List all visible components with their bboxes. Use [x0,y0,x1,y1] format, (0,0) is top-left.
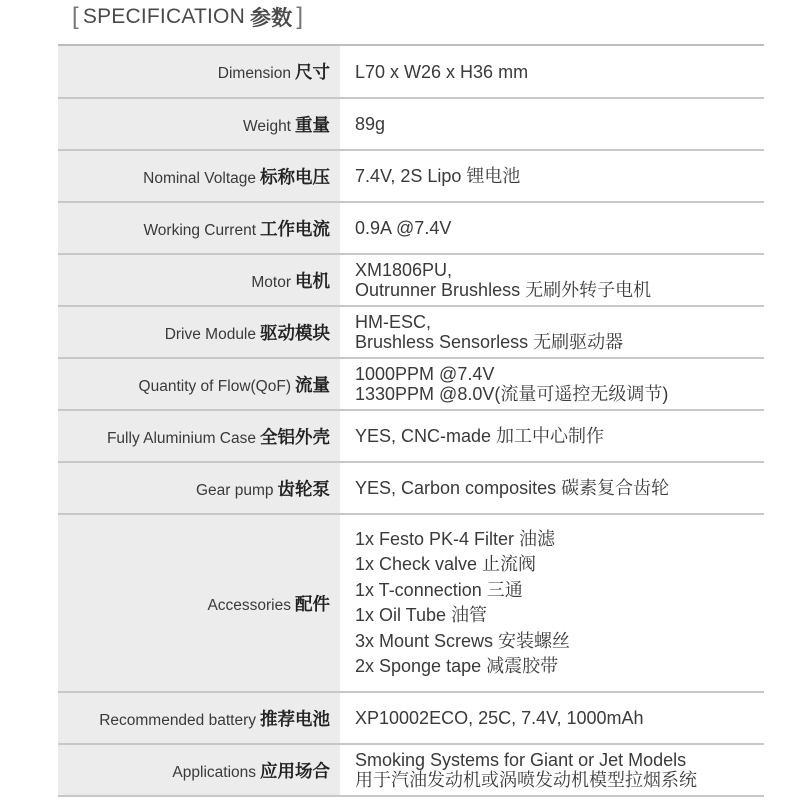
spec-label-en: Nominal Voltage [143,169,256,187]
spec-value [340,744,764,796]
spec-label-en: Applications [172,763,256,781]
spec-label-en: Gear pump [195,481,274,499]
spec-label [58,306,340,358]
heading-title-en: SPECIFICATION [82,5,245,28]
accessory-item: 1x Oil Tube 油管 [355,605,488,625]
spec-value-line: HM-ESC, [355,312,431,332]
spec-label-zh: 齿轮泵 [277,478,330,499]
spec-value-line: YES, Carbon composites 碳素复合齿轮 [355,478,670,498]
spec-label-en: Accessories [207,596,291,614]
spec-value-line: XM1806PU, [355,260,453,280]
spec-label-zh: 驱动模块 [260,322,330,343]
spec-row-quantity-of-flow [58,358,764,410]
spec-label [58,358,340,410]
spec-label-en: Quantity of Flow(QoF) [138,377,291,395]
spec-value-line: 1000PPM @7.4V [355,364,495,384]
spec-value-line: YES, CNC-made 加工中心制作 [355,426,605,446]
spec-value-line: 7.4V, 2S Lipo 锂电池 [355,166,521,186]
spec-label [58,46,340,98]
spec-value-line: Outrunner Brushless 无刷外转子电机 [355,280,652,300]
spec-row-motor [58,254,764,306]
spec-value [340,514,764,692]
spec-row-drive-module [58,306,764,358]
spec-row-weight [58,98,764,150]
spec-label-zh: 工作电流 [260,218,330,239]
spec-value [340,98,764,150]
spec-row-recommended-battery [58,692,764,744]
heading-bracket-close: ] [296,3,304,30]
spec-value-line: XP10002ECO, 25C, 7.4V, 1000mAh [355,708,644,728]
spec-value [340,358,764,410]
spec-label [58,744,340,796]
spec-label-en: Drive Module [164,325,256,343]
spec-label-zh: 电机 [295,270,330,291]
spec-label-en: Motor [251,273,291,291]
accessory-item: 1x T-connection 三通 [355,579,523,600]
accessory-item: 2x Sponge tape 减震胶带 [355,656,559,676]
accessory-item: 1x Festo PK-4 Filter 油滤 [355,528,556,549]
spec-label-zh: 流量 [295,374,330,395]
spec-row-working-current [58,202,764,254]
spec-row-nominal-voltage [58,150,764,202]
spec-label-en: Working Current [143,221,256,239]
spec-row-accessories [58,514,764,692]
spec-value [340,254,764,306]
spec-table [58,46,764,797]
spec-value-line: L70 x W26 x H36 mm [355,61,529,82]
accessory-item: 3x Mount Screws 安装螺丝 [355,630,571,651]
spec-label [58,98,340,150]
spec-value [340,410,764,462]
spec-value-line: Brushless Sensorless 无刷驱动器 [355,332,624,352]
spec-label [58,202,340,254]
spec-label [58,150,340,202]
heading-bracket-open: [ [72,3,79,30]
spec-row-applications [58,744,764,796]
spec-value-line: 1330PPM @8.0V(流量可遥控无级调节) [355,384,669,404]
spec-value [340,692,764,744]
heading-title-zh: 参数 [249,7,293,30]
spec-label [58,692,340,744]
spec-row-aluminium-case [58,410,764,462]
spec-value-line: 89g [355,114,386,134]
spec-label [58,514,340,692]
spec-value [340,462,764,514]
spec-value [340,306,764,358]
spec-value-line: 0.9A @7.4V [355,218,452,238]
spec-row-gear-pump [58,462,764,514]
spec-value [340,150,764,202]
spec-label-zh: 标称电压 [260,166,330,187]
spec-label-zh: 配件 [295,593,330,614]
spec-value-line: Smoking Systems for Giant or Jet Models [355,750,687,770]
spec-label-zh: 尺寸 [295,62,330,82]
spec-label-en: Weight [243,117,291,135]
spec-label-zh: 重量 [295,114,330,135]
spec-label [58,462,340,514]
spec-label-en: Fully Aluminium Case [106,429,256,447]
spec-label-en: Recommended battery [99,711,256,729]
spec-label-en: Dimension [217,65,291,82]
spec-label [58,410,340,462]
spec-value-line: 用于汽油发动机或涡喷发动机模型拉烟系统 [355,770,697,790]
spec-value [340,202,764,254]
spec-label-zh: 全铝外壳 [260,426,330,447]
spec-value [340,46,764,98]
spec-label-zh: 应用场合 [260,760,330,781]
spec-label-zh: 推荐电池 [260,708,330,729]
accessory-item: 1x Check valve 止流阀 [355,554,537,574]
spec-row-dimension [58,46,764,98]
spec-heading [68,2,307,32]
spec-label [58,254,340,306]
